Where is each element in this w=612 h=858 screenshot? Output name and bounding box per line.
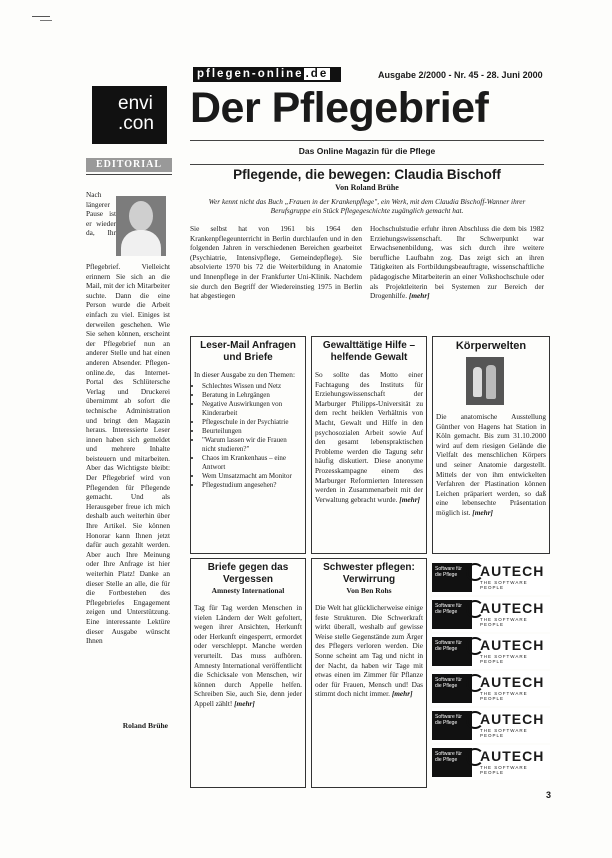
logo-line1: envi bbox=[118, 93, 153, 114]
briefe-title[interactable]: Briefe gegen das Vergessen bbox=[207, 562, 289, 585]
list-item[interactable]: • Beurteilungen bbox=[202, 427, 302, 436]
ad-tagline: Software für die Pflege bbox=[432, 563, 472, 592]
lead-column-1: Sie selbst hat von 1961 bis 1964 den Krankenpflegeunterricht in Berlin durchlaufen und in den folgenden Jahren in verschiedenen Bereichen gearbeitet (Psychiatrie, Intensivpflege, Gemeindepflege). Sie absolvierte 1970 bis 72 die Weiterbildung in Anatomie und Innenpflege in der Frankfurter Uni-Klinik. Nachdem sie durch den Begriff der Wiedereinstieg 1975 in Berlin hat abgestiegen bbox=[190, 224, 362, 300]
schwester-subtitle: Von Ben Rohs bbox=[346, 586, 392, 595]
ad-brand-sub: THE SOFTWARE PEOPLE bbox=[480, 617, 528, 627]
autech-ad[interactable] bbox=[432, 745, 550, 780]
newsletter-title: Der Pflegebrief bbox=[190, 84, 489, 132]
ad-brand: AUTECH bbox=[480, 674, 545, 690]
ad-brand: AUTECH bbox=[480, 711, 545, 727]
ad-brand: AUTECH bbox=[480, 637, 545, 653]
photo-spacer bbox=[116, 190, 170, 262]
lead-byline: Von Roland Brühe bbox=[335, 183, 399, 192]
ad-brand-sub: THE SOFTWARE PEOPLE bbox=[480, 728, 528, 738]
top-mark bbox=[40, 20, 52, 21]
gewalt-more-link[interactable]: [mehr] bbox=[399, 494, 420, 504]
ad-tagline: Software für die Pflege bbox=[432, 711, 472, 740]
issue-info: Ausgabe 2/2000 - Nr. 45 - 28. Juni 2000 bbox=[378, 70, 543, 80]
ad-tagline: Software für die Pflege bbox=[432, 748, 472, 777]
ad-brand-sub: THE SOFTWARE PEOPLE bbox=[480, 654, 528, 664]
ad-tagline: Software für die Pflege bbox=[432, 674, 472, 703]
koerperwelten-more-link[interactable]: [mehr] bbox=[472, 507, 493, 517]
list-item[interactable]: • "Warum lassen wir die Frauen nicht studieren?" bbox=[202, 436, 302, 454]
editorial-text bbox=[86, 190, 170, 646]
briefe-text-wrap bbox=[194, 603, 302, 709]
editorial-label: EDITORIAL bbox=[86, 158, 172, 172]
koerperwelten-text-wrap bbox=[436, 412, 546, 518]
ad-brand: AUTECH bbox=[480, 748, 545, 764]
briefe-text: Tag für Tag werden Menschen in vielen Ländern der Welt gefoltert, wegen ihrer Ansichten, Herkunft oder Herkunft eingesperrt, ermordet oder verschleppt. Manche werden verurteilt. Das muss aufhören. Amnesty International veröffentlicht die Schicksale von Menschen, wir können durch Appelle helfen. Schreiben Sie, auch Sie, denn jeder Appell zählt! bbox=[194, 603, 302, 708]
lead-rule bbox=[190, 164, 544, 165]
leser-mail-list bbox=[194, 382, 302, 490]
leser-mail-box bbox=[190, 336, 306, 554]
briefe-box bbox=[190, 558, 306, 788]
editorial-author: Roland Brühe bbox=[122, 721, 168, 730]
gewalt-box bbox=[311, 336, 427, 554]
ad-brand-sub: THE SOFTWARE PEOPLE bbox=[480, 765, 528, 775]
leser-mail-title[interactable]: Leser-Mail Anfragen und Briefe bbox=[200, 340, 296, 363]
masthead-rule bbox=[190, 140, 544, 141]
briefe-more-link[interactable]: [mehr] bbox=[234, 698, 255, 708]
editorial-rule bbox=[86, 174, 172, 175]
ad-brand-sub: THE SOFTWARE PEOPLE bbox=[480, 691, 528, 701]
envicon-logo[interactable] bbox=[92, 86, 167, 144]
site-url-banner[interactable] bbox=[193, 67, 341, 82]
briefe-subtitle: Amnesty International bbox=[211, 586, 285, 595]
schwester-text-wrap bbox=[315, 603, 423, 699]
list-item[interactable]: • Pflegeschule in der Psychiatrie bbox=[202, 418, 302, 427]
list-item[interactable]: • Negative Auswirkungen von Kinderarbeit bbox=[202, 400, 302, 418]
list-item[interactable]: • Wem Umsatzmacht am Monitor bbox=[202, 472, 302, 481]
schwester-text: Die Welt hat glücklicherweise einige feste Strukturen. Die Schwerkraft wirkt überall, weshalb auf gewisse Weise stelle Gegenstände zum Ärger des Pflegers verloren werden. Die Sonne scheint am Tag und nicht in der Nacht, da haben wir Tage mit etwas einen im Zimmer für Pflanze oder für Frauen, Mensch und! Das stimmt doch nicht immer. bbox=[315, 603, 423, 699]
ad-tagline: Software für die Pflege bbox=[432, 637, 472, 666]
schwester-box bbox=[311, 558, 427, 788]
lead-column-2-text: Hochschulstudie erfuhr ihren Abschluss die dem bis 1982 Erziehungswissenschaft. Ihr Schwerpunkt war Erwachsenenbildung, was sich durch ihre weitere berufliche Laufbahn zog. Das zeigt sich an ihren Tätigkeiten als Fortbildungsbeauftragte, wissenschaftliche pädagogische Mitarbeiterin an einer Volkshochschule oder als Projektleiterin bei Systemen zur Bereich der Drogenhilfe. bbox=[370, 224, 544, 300]
plastination-image bbox=[466, 357, 504, 405]
list-item[interactable]: • Chaos im Krankenhaus – eine Antwort bbox=[202, 454, 302, 472]
koerperwelten-text: Die anatomische Ausstellung Günther von Hagens hat Station in Köln gemacht. Bis zum 31.10.2000 wird auf dem riesigen Gelände die Vielfalt des menschlichen Körpers und seiner Anatomie dargestellt. Mittels der von ihm entwickelten Verfahren der Plastination können Leichen präpariert werden, so daß eine lebensechte Präsentation möglich ist. bbox=[436, 412, 546, 517]
newsletter-subtitle: Das Online Magazin für die Pflege bbox=[298, 146, 436, 156]
schwester-more-link[interactable]: [mehr] bbox=[391, 689, 413, 699]
figure-shape bbox=[473, 367, 482, 397]
editorial-body: Nach längerer Pause ist er wieder da, Ihr Pflegebrief. Vielleicht erinnern Sie sich an die Mail, mit der ich Mitarbeiter suchte. Dann die eine Person wurde die Arbeit einfach zu viel. Einiges ist derweilen geschehen. Wie Sie sehen können, erscheint der Pflegebrief nun an anderer Stelle und hat einen anderen Absender. Pflegen-online.de, das Internet-Portal des Schlütersche Verlag und Druckerei übernimmt ab sofort die technische Administration und bringt den Magazin heraus. Interessierte Leser innen haben sich gemeldet und mehrere Inhalte beisteuern und mitarbeiten. Aber das Wichtigste bleibt: Der Pflegebrief wird von Pflegenden für Pflegende gemacht. Und als Herausgeber freue ich mich deshalb auch weiterhin über Ihre Artikel. Sie können Honorar kann Ihnen jetzt dafür auch gezahlt werden. Aber auch Ihre Meinung oder Ihre Anfrage ist hier weiterhin Platz! Danke an dieser Stelle an alle, die für die Fortbestehen des Pflegebriefes Engagement zeigen und Unterstützung. Eine interessante Lektüre dieser Ausgabe wünscht Ihnen bbox=[86, 190, 170, 646]
page-number: 3 bbox=[546, 790, 552, 800]
lead-more-link[interactable]: [mehr] bbox=[408, 291, 430, 300]
gewalt-text-wrap bbox=[315, 370, 423, 504]
lead-headline[interactable]: Pflegende, die bewegen: Claudia Bischoff bbox=[233, 167, 501, 182]
figure-shape bbox=[486, 365, 496, 399]
ad-brand: AUTECH bbox=[480, 563, 545, 579]
schwester-title[interactable]: Schwester pflegen: Verwirrung bbox=[323, 562, 415, 585]
leser-mail-intro: In dieser Ausgabe zu den Themen: bbox=[194, 370, 295, 379]
url-suffix: .de bbox=[305, 68, 329, 80]
lead-intro: Wer kennt nicht das Buch „Frauen in der Krankenpflege", ein Werk, mit dem Claudia Bischoff-Wanner ihrer Berufsgruppe ein Stück Pflegegeschichte zugänglich gemacht hat. bbox=[208, 197, 526, 215]
logo-line2: .con bbox=[118, 113, 154, 134]
url-prefix: pflegen-online bbox=[197, 68, 304, 80]
gewalt-text: So sollte das Motto einer Fachtagung des Instituts für Erziehungswissenschaft der Marburger Philipps-Universität zu dem recht heiklen Verhältnis von Macht, Gewalt und Hilfe in den psychosozialen Arbeit sowie Auf den gesamt lebenspraktischen Probleme werden die Tagung sehr häufig diskutiert. Diese anonyme Prozesskampagne einem des Marburger Reformierten Interessen werden in Zusammenarbeit mit der Verwaltung gebracht wurde. bbox=[315, 370, 423, 504]
top-mark bbox=[32, 16, 50, 17]
ad-brand: AUTECH bbox=[480, 600, 545, 616]
ad-tagline: Software für die Pflege bbox=[432, 600, 472, 629]
list-item[interactable]: • Beratung in Lehrgängen bbox=[202, 391, 302, 400]
gewalt-title[interactable]: Gewalttätige Hilfe – helfende Gewalt bbox=[322, 340, 416, 363]
autech-ad[interactable] bbox=[432, 634, 550, 669]
list-item[interactable]: • Schlechtes Wissen und Netz bbox=[202, 382, 302, 391]
autech-ad[interactable] bbox=[432, 708, 550, 743]
lead-column-2 bbox=[370, 224, 544, 300]
autech-ad[interactable] bbox=[432, 597, 550, 632]
autech-ad[interactable] bbox=[432, 560, 550, 595]
autech-ad[interactable] bbox=[432, 671, 550, 706]
ad-brand-sub: THE SOFTWARE PEOPLE bbox=[480, 580, 528, 590]
list-item[interactable]: • Pflegestudium angesehen? bbox=[202, 481, 302, 490]
koerperwelten-title[interactable]: Körperwelten bbox=[455, 340, 527, 352]
